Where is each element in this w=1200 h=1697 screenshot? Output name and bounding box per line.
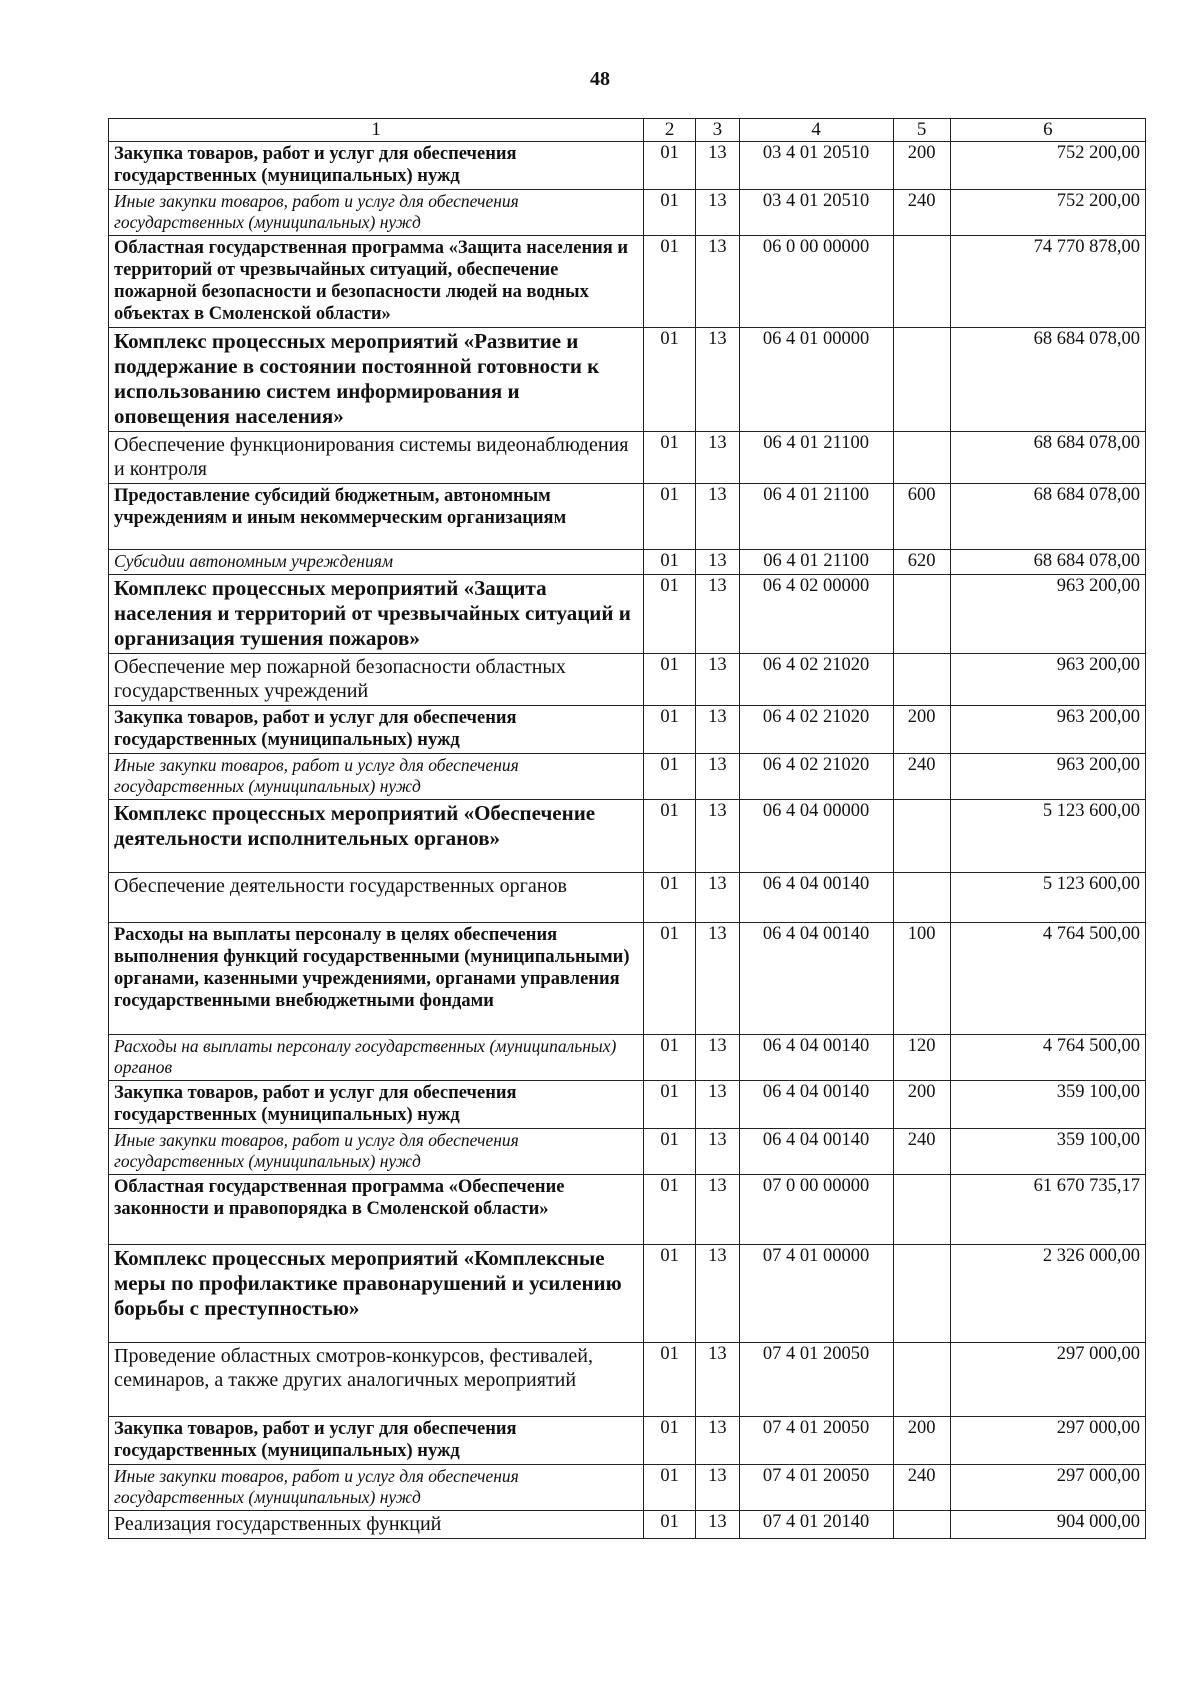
subsection-code-cell: 13 [696, 654, 740, 706]
section-code-cell: 01 [644, 142, 696, 190]
target-article-cell: 06 4 01 21100 [739, 432, 893, 484]
section-code-cell: 01 [644, 1417, 696, 1465]
section-code-cell: 01 [644, 1129, 696, 1175]
section-code-cell: 01 [644, 706, 696, 754]
row-name-cell: Обеспечение функционирования системы видеонаблюдения и контроля [109, 432, 644, 484]
amount-cell: 359 100,00 [950, 1081, 1145, 1129]
row-name-cell: Закупка товаров, работ и услуг для обеспечения государственных (муниципальных) нужд [109, 1081, 644, 1129]
section-code-cell: 01 [644, 1081, 696, 1129]
amount-cell: 2 326 000,00 [950, 1245, 1145, 1343]
amount-cell: 904 000,00 [950, 1511, 1145, 1539]
expense-type-cell: 120 [893, 1035, 950, 1081]
section-code-cell: 01 [644, 550, 696, 575]
amount-cell: 963 200,00 [950, 706, 1145, 754]
table-row [109, 142, 1146, 190]
table-body [109, 142, 1146, 1539]
expense-type-cell: 200 [893, 142, 950, 190]
row-name-cell: Комплекс процессных мероприятий «Комплексные меры по профилактике правонарушений и усилению борьбы с преступностью» [109, 1245, 644, 1343]
header-row [109, 119, 1146, 142]
amount-cell: 963 200,00 [950, 754, 1145, 800]
section-code-cell: 01 [644, 1343, 696, 1417]
expense-type-cell [893, 575, 950, 654]
section-code-cell: 01 [644, 432, 696, 484]
subsection-code-cell: 13 [696, 550, 740, 575]
amount-cell: 963 200,00 [950, 654, 1145, 706]
amount-cell: 4 764 500,00 [950, 1035, 1145, 1081]
subsection-code-cell: 13 [696, 190, 740, 236]
subsection-code-cell: 13 [696, 923, 740, 1035]
target-article-cell: 07 4 01 20140 [739, 1511, 893, 1539]
subsection-code-cell: 13 [696, 706, 740, 754]
target-article-cell: 06 4 04 00140 [739, 1081, 893, 1129]
row-name-cell: Иные закупки товаров, работ и услуг для обеспечения государственных (муниципальных) нужд [109, 190, 644, 236]
expense-type-cell: 100 [893, 923, 950, 1035]
row-name-cell: Расходы на выплаты персоналу государственных (муниципальных) органов [109, 1035, 644, 1081]
row-name-cell: Иные закупки товаров, работ и услуг для обеспечения государственных (муниципальных) нужд [109, 754, 644, 800]
section-code-cell: 01 [644, 1175, 696, 1245]
row-name-cell: Иные закупки товаров, работ и услуг для обеспечения государственных (муниципальных) нужд [109, 1465, 644, 1511]
amount-cell: 68 684 078,00 [950, 550, 1145, 575]
table-row [109, 800, 1146, 873]
expense-type-cell [893, 800, 950, 873]
target-article-cell: 03 4 01 20510 [739, 190, 893, 236]
subsection-code-cell: 13 [696, 1175, 740, 1245]
row-name-cell: Закупка товаров, работ и услуг для обеспечения государственных (муниципальных) нужд [109, 706, 644, 754]
amount-cell: 752 200,00 [950, 190, 1145, 236]
amount-cell: 752 200,00 [950, 142, 1145, 190]
table-row [109, 432, 1146, 484]
amount-cell: 68 684 078,00 [950, 484, 1145, 550]
target-article-cell: 06 4 04 00000 [739, 800, 893, 873]
section-code-cell: 01 [644, 190, 696, 236]
table-row [109, 1465, 1146, 1511]
target-article-cell: 06 4 02 21020 [739, 754, 893, 800]
subsection-code-cell: 13 [696, 236, 740, 328]
expense-type-cell: 620 [893, 550, 950, 575]
table-row [109, 923, 1146, 1035]
expense-type-cell [893, 432, 950, 484]
row-name-cell: Предоставление субсидий бюджетным, автономным учреждениям и иным некоммерческим организациям [109, 484, 644, 550]
table-row [109, 1081, 1146, 1129]
table-row [109, 1035, 1146, 1081]
expense-type-cell [893, 873, 950, 923]
subsection-code-cell: 13 [696, 142, 740, 190]
subsection-code-cell: 13 [696, 1465, 740, 1511]
column-header-1: 1 [109, 119, 644, 142]
amount-cell: 297 000,00 [950, 1465, 1145, 1511]
row-name-cell: Областная государственная программа «Защита населения и территорий от чрезвычайных ситуаций, обеспечение пожарной безопасности и безопасности людей на водных объектах в Смоленской области» [109, 236, 644, 328]
column-header-4: 4 [739, 119, 893, 142]
row-name-cell: Проведение областных смотров-конкурсов, фестивалей, семинаров, а также других аналогичных мероприятий [109, 1343, 644, 1417]
section-code-cell: 01 [644, 1465, 696, 1511]
table-row [109, 1129, 1146, 1175]
section-code-cell: 01 [644, 1035, 696, 1081]
page-number: 48 [590, 68, 610, 90]
table-row [109, 1511, 1146, 1539]
target-article-cell: 07 0 00 00000 [739, 1175, 893, 1245]
expense-type-cell [893, 328, 950, 432]
section-code-cell: 01 [644, 800, 696, 873]
expense-type-cell [893, 236, 950, 328]
section-code-cell: 01 [644, 754, 696, 800]
target-article-cell: 06 4 01 21100 [739, 550, 893, 575]
expense-type-cell [893, 1511, 950, 1539]
expense-type-cell: 200 [893, 706, 950, 754]
table-row [109, 873, 1146, 923]
subsection-code-cell: 13 [696, 873, 740, 923]
subsection-code-cell: 13 [696, 1081, 740, 1129]
target-article-cell: 06 4 01 00000 [739, 328, 893, 432]
section-code-cell: 01 [644, 654, 696, 706]
row-name-cell: Комплекс процессных мероприятий «Обеспечение деятельности исполнительных органов» [109, 800, 644, 873]
amount-cell: 61 670 735,17 [950, 1175, 1145, 1245]
target-article-cell: 07 4 01 20050 [739, 1417, 893, 1465]
subsection-code-cell: 13 [696, 800, 740, 873]
subsection-code-cell: 13 [696, 1511, 740, 1539]
target-article-cell: 03 4 01 20510 [739, 142, 893, 190]
amount-cell: 963 200,00 [950, 575, 1145, 654]
column-header-3: 3 [696, 119, 740, 142]
column-header-5: 5 [893, 119, 950, 142]
table-row [109, 754, 1146, 800]
expense-type-cell [893, 1175, 950, 1245]
table-row [109, 654, 1146, 706]
section-code-cell: 01 [644, 484, 696, 550]
row-name-cell: Комплекс процессных мероприятий «Защита населения и территорий от чрезвычайных ситуаций и организация тушения пожаров» [109, 575, 644, 654]
target-article-cell: 06 4 04 00140 [739, 1129, 893, 1175]
expense-type-cell: 200 [893, 1417, 950, 1465]
expense-type-cell [893, 1343, 950, 1417]
row-name-cell: Комплекс процессных мероприятий «Развитие и поддержание в состоянии постоянной готовности к использованию систем информирования и оповещения населения» [109, 328, 644, 432]
amount-cell: 359 100,00 [950, 1129, 1145, 1175]
subsection-code-cell: 13 [696, 1245, 740, 1343]
section-code-cell: 01 [644, 873, 696, 923]
target-article-cell: 07 4 01 20050 [739, 1343, 893, 1417]
expense-type-cell [893, 654, 950, 706]
row-name-cell: Реализация государственных функций [109, 1511, 644, 1539]
target-article-cell: 06 4 02 21020 [739, 654, 893, 706]
target-article-cell: 07 4 01 00000 [739, 1245, 893, 1343]
amount-cell: 297 000,00 [950, 1417, 1145, 1465]
column-header-6: 6 [950, 119, 1145, 142]
row-name-cell: Иные закупки товаров, работ и услуг для обеспечения государственных (муниципальных) нужд [109, 1129, 644, 1175]
table-row [109, 236, 1146, 328]
target-article-cell: 06 0 00 00000 [739, 236, 893, 328]
row-name-cell: Закупка товаров, работ и услуг для обеспечения государственных (муниципальных) нужд [109, 142, 644, 190]
row-name-cell: Обеспечение мер пожарной безопасности областных государственных учреждений [109, 654, 644, 706]
amount-cell: 68 684 078,00 [950, 432, 1145, 484]
expense-type-cell: 240 [893, 1129, 950, 1175]
subsection-code-cell: 13 [696, 484, 740, 550]
amount-cell: 68 684 078,00 [950, 328, 1145, 432]
subsection-code-cell: 13 [696, 1417, 740, 1465]
table-row [109, 575, 1146, 654]
subsection-code-cell: 13 [696, 1343, 740, 1417]
amount-cell: 74 770 878,00 [950, 236, 1145, 328]
table-row [109, 706, 1146, 754]
subsection-code-cell: 13 [696, 1035, 740, 1081]
table-row [109, 1343, 1146, 1417]
row-name-cell: Обеспечение деятельности государственных органов [109, 873, 644, 923]
row-name-cell: Закупка товаров, работ и услуг для обеспечения государственных (муниципальных) нужд [109, 1417, 644, 1465]
row-name-cell: Расходы на выплаты персоналу в целях обеспечения выполнения функций государственными (муниципальными) органами, казенными учреждениями, органами управления государственными внебюджетными фондами [109, 923, 644, 1035]
table-row [109, 328, 1146, 432]
expense-type-cell: 240 [893, 1465, 950, 1511]
subsection-code-cell: 13 [696, 1129, 740, 1175]
amount-cell: 297 000,00 [950, 1343, 1145, 1417]
section-code-cell: 01 [644, 1511, 696, 1539]
amount-cell: 5 123 600,00 [950, 873, 1145, 923]
row-name-cell: Субсидии автономным учреждениям [109, 550, 644, 575]
table-row [109, 1175, 1146, 1245]
target-article-cell: 06 4 02 00000 [739, 575, 893, 654]
table-row [109, 484, 1146, 550]
amount-cell: 5 123 600,00 [950, 800, 1145, 873]
section-code-cell: 01 [644, 328, 696, 432]
table-row [109, 1245, 1146, 1343]
row-name-cell: Областная государственная программа «Обеспечение законности и правопорядка в Смоленской области» [109, 1175, 644, 1245]
subsection-code-cell: 13 [696, 328, 740, 432]
amount-cell: 4 764 500,00 [950, 923, 1145, 1035]
budget-table [108, 118, 1146, 1539]
section-code-cell: 01 [644, 1245, 696, 1343]
target-article-cell: 06 4 04 00140 [739, 923, 893, 1035]
section-code-cell: 01 [644, 923, 696, 1035]
expense-type-cell: 200 [893, 1081, 950, 1129]
table-row [109, 550, 1146, 575]
subsection-code-cell: 13 [696, 575, 740, 654]
subsection-code-cell: 13 [696, 432, 740, 484]
section-code-cell: 01 [644, 575, 696, 654]
expense-type-cell: 240 [893, 754, 950, 800]
table-row [109, 1417, 1146, 1465]
table-row [109, 190, 1146, 236]
target-article-cell: 07 4 01 20050 [739, 1465, 893, 1511]
target-article-cell: 06 4 02 21020 [739, 706, 893, 754]
column-header-2: 2 [644, 119, 696, 142]
target-article-cell: 06 4 04 00140 [739, 1035, 893, 1081]
subsection-code-cell: 13 [696, 754, 740, 800]
expense-type-cell [893, 1245, 950, 1343]
target-article-cell: 06 4 04 00140 [739, 873, 893, 923]
expense-type-cell: 240 [893, 190, 950, 236]
expense-type-cell: 600 [893, 484, 950, 550]
section-code-cell: 01 [644, 236, 696, 328]
target-article-cell: 06 4 01 21100 [739, 484, 893, 550]
